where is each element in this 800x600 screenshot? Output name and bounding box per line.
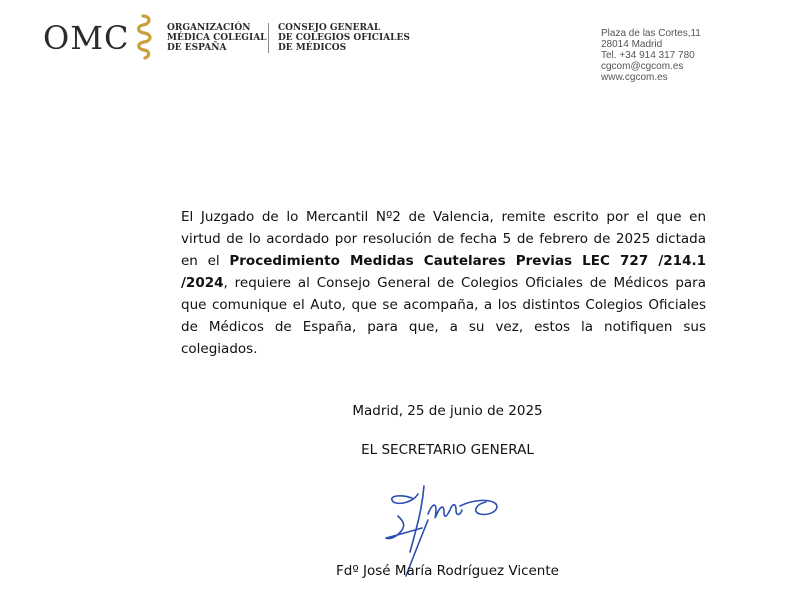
council-line: DE COLEGIOS OFICIALES <box>278 33 410 43</box>
contact-block <box>601 28 701 83</box>
organization-line: DE ESPAÑA <box>167 43 227 53</box>
contact-address: Plaza de las Cortes,11 <box>601 28 701 39</box>
procedure-reference: Procedimiento Medidas Cautelares Previas LEC 727 /214.1 /2024 <box>181 253 706 291</box>
body-text-part1: El Juzgado de lo Mercantil Nº2 de Valencia, remite escrito por el que en virtud de lo acordado por resolución de fecha 5 de febrero de 2025 dictada en el <box>181 209 706 269</box>
body-paragraph <box>181 206 706 360</box>
signer-role: EL SECRETARIO GENERAL <box>361 442 534 458</box>
organization-line: ORGANIZACIÓN <box>167 23 251 33</box>
contact-phone: Tel. +34 914 317 780 <box>601 50 695 61</box>
organization-name <box>167 23 267 53</box>
contact-city: 28014 Madrid <box>601 39 663 50</box>
contact-email: cgcom@cgcom.es <box>601 61 684 72</box>
signer-name: Fdº José María Rodríguez Vicente <box>336 563 559 579</box>
council-line: CONSEJO GENERAL <box>278 23 381 33</box>
body-text-part2: , requiere al Consejo General de Colegios Oficiales de Médicos para que comunique el Auto, que se acompaña, a los distintos Colegios Oficiales de Médicos de España, para que, a su vez, estos la notifiquen sus colegiados. <box>181 275 706 357</box>
council-line: DE MÉDICOS <box>278 43 347 53</box>
organization-line: MÉDICA COLEGIAL <box>167 33 267 43</box>
omc-logo-text: OMC <box>43 19 130 57</box>
caduceus-icon <box>135 14 157 60</box>
header-divider <box>268 23 269 53</box>
council-name <box>278 23 410 53</box>
contact-web: www.cgcom.es <box>601 72 668 83</box>
date-line: Madrid, 25 de junio de 2025 <box>352 403 543 419</box>
